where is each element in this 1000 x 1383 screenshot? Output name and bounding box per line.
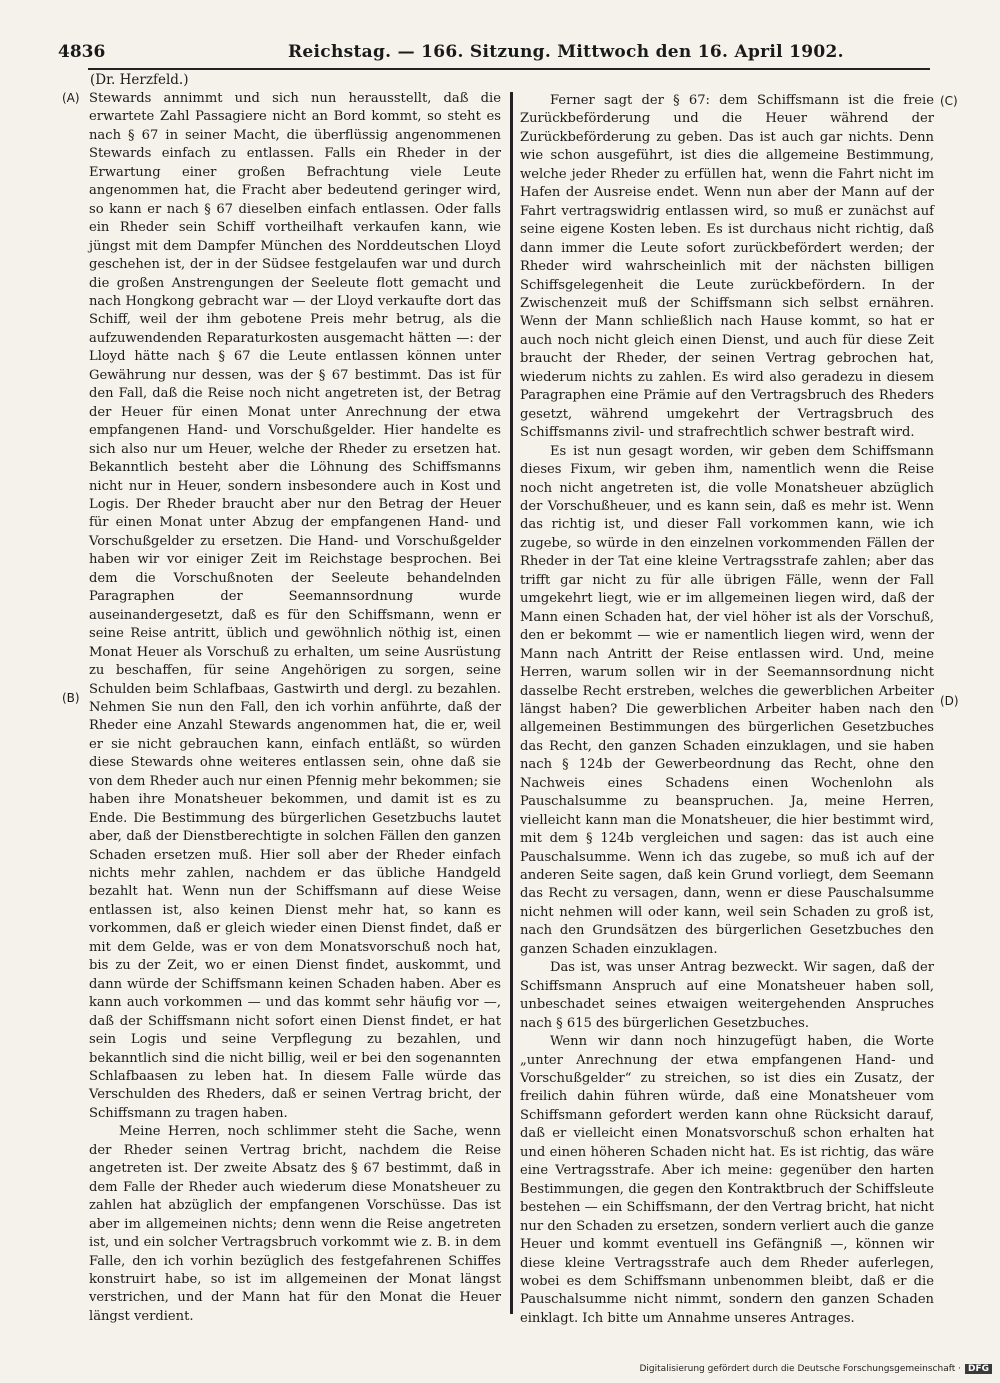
paragraph: Es ist nun gesagt worden, wir geben dem Schiffsmann dieses Fixum, wir geben ihm, namentlich wenn die Reise noch nicht angetreten ist, die volle Monatsheuer abzüglich der Vorschußheuer, und es kann sein, daß es mehr ist. Wenn das richtig ist, und dieser Fall vorkommen kann, wie ich zugebe, so würde in den einzelnen vorkommenden Fällen der Rheder in der Tat eine kleine Vertragsstrafe zahlen; aber das trifft gar nicht zu für alle übrigen Fälle, wenn der Fall umgekehrt liegt, wie er im allgemeinen liegen wird, daß der Mann einen Schaden hat, der viel höher ist als der Vorschuß, den er bekommt — wie er namentlich liegen wird, wenn der Mann nach Antritt der Reise entlassen wird. Und, meine Herren, warum sollen wir in der Seemannsordnung nicht dasselbe Recht erstreben, welches die gewerblichen Arbeiter längst haben? Die gewerblichen Arbeiter haben nach den allgemeinen Bestimmungen des bürgerlichen Gesetzbuches das Recht, den ganzen Schaden einzuklagen, und sie haben nach § 124b der Gewerbeordnung das Recht, ohne den Nachweis eines Schadens einen Wochenlohn als Pauschalsumme zu beanspruchen. Ja, meine Herren, vielleicht kann man die Monatsheuer, die hier bestimmt wird, mit dem § 124b vergleichen und sagen: das ist auch eine Pauschalsumme. Wenn ich das zugebe, so muß ich auf der anderen Seite sagen, daß kein Grund vorliegt, dem Seemann das Recht zu versagen, dann, wenn er diese Pauschalsumme nicht nehmen will oder kann, weil sein Schaden zu groß ist, nach den Grundsätzen des bürgerlichen Gesetzbuches den ganzen Schaden einzuklagen. [520, 443, 934, 957]
paragraph: Meine Herren, noch schlimmer steht die Sache, wenn der Rheder seinen Vertrag bricht, nachdem die Reise angetreten ist. Der zweite Absatz des § 67 bestimmt, daß in dem Falle der Rheder auch wiederum diese Monatsheuer zu zahlen hat abzüglich der empfangenen Vorschüsse. Das ist aber im allgemeinen nichts; denn wenn die Reise angetreten ist, und ein solcher Vertragsbruch vorkommt wie z. B. in dem Falle, den ich vorhin bezüglich des festgefahrenen Schiffes konstruirt habe, so ist im allgemeinen der Monat längst verstrichen, und der Mann hat für den Monat die Heuer längst verdient. [89, 1124, 501, 1324]
page-header [58, 42, 958, 68]
dfg-logo: DFG [965, 1364, 992, 1374]
speaker-label: (Dr. Herzfeld.) [90, 72, 189, 88]
margin-marker-d: (D) [940, 694, 959, 708]
column-divider [510, 92, 513, 1314]
right-column [520, 92, 934, 1328]
digitization-credit [600, 1364, 992, 1380]
page-number: 4836 [58, 42, 106, 62]
left-column [89, 90, 501, 1326]
margin-marker-b: (B) [62, 691, 80, 705]
paragraph: Das ist, was unser Antrag bezweckt. Wir sagen, daß der Schiffsmann Anspruch auf eine Monatsheuer haben soll, unbeschadet seines etwaigen weitergehenden Anspruches nach § 615 des bürgerlichen Gesetzbuches. [520, 960, 934, 1031]
credit-text: Digitalisierung gefördert durch die Deutsche Forschungsgemeinschaft · [639, 1364, 961, 1374]
paragraph: Ferner sagt der § 67: dem Schiffsmann ist die freie Zurückbeförderung und die Heuer während der Zurückbeförderung zu geben. Das ist auch gar nichts. Denn wie schon ausgeführt, ist dies die allgemeine Bestimmung, welche jeder Rheder zu erfüllen hat, wenn die Fahrt nicht im Hafen der Ausreise endet. Wenn nun aber der Mann auf der Fahrt vertragswidrig entlassen wird, so muß er zunächst auf seine eigene Kosten leben. Es ist durchaus nicht richtig, daß dann immer die Leute sofort zurückbefördert werden; der Rheder wird wahrscheinlich mit der nächsten billigen Schiffsgelegenheit die Leute zurückbefördern. In der Zwischenzeit muß der Schiffsmann sich selbst ernähren. Wenn der Mann schließlich nach Hause kommt, so hat er auch noch nicht gleich einen Dienst, und auch für diese Zeit braucht der Rheder, der seinen Vertrag gebrochen hat, wiederum nichts zu zahlen. Es wird also geradezu in diesem Paragraphen eine Prämie auf den Vertragsbruch des Rheders gesetzt, während umgekehrt der Vertragsbruch des Schiffsmanns zivil- und strafrechtlich schwer bestraft wird. [520, 93, 934, 441]
paragraph: Stewards annimmt und sich nun herausstellt, daß die erwartete Zahl Passagiere nicht an Bord kommt, so steht es nach § 67 in seiner Macht, die überflüssig angenommenen Stewards einfach zu entlassen. Falls ein Rheder in der Erwartung einer großen Befrachtung viele Leute angenommen hat, die Fracht aber bedeutend geringer wird, so kann er nach § 67 dieselben einfach entlassen. Oder falls ein Rheder sein Schiff vortheilhaft verkaufen kann, wie jüngst mit dem Dampfer München des Norddeutschen Lloyd geschehen ist, der in der Südsee festgelaufen war und durch die großen Anstrengungen der Seeleute flott gemacht und nach Hongkong gebracht war — der Lloyd verkaufte dort das Schiff, weil der ihm gebotene Preis mehr betrug, als die aufzuwendenden Reparaturkosten ausgemacht hätten —: der Lloyd hätte nach § 67 die Leute entlassen können unter Gewährung nur dessen, was der § 67 bestimmt. Das ist für den Fall, daß die Reise noch nicht angetreten ist, der Betrag der Heuer für einen Monat unter Anrechnung der etwa empfangenen Hand- und Vorschußgelder. Hier handelte es sich also nur um Heuer, welche der Rheder zu ersetzen hat. Bekanntlich besteht aber die Löhnung des Schiffsmanns nicht nur in Heuer, sondern insbesondere auch in Kost und Logis. Der Rheder braucht aber nur den Betrag der Heuer für einen Monat unter Abzug der empfangenen Hand- und Vorschußgelder zu ersetzen. Die Hand- und Vorschußgelder haben wir vor einiger Zeit im Reichstage besprochen. Bei dem die Vorschußnoten der Seeleute behandelnden Paragraphen der Seemannsordnung wurde auseinandergesetzt, daß es für den Schiffsmann, wenn er seine Reise antritt, üblich und gewöhnlich nöthig ist, einen Monat Heuer als Vorschuß zu erhalten, um seine Ausrüstung zu beschaffen, für seine Angehörigen zu sorgen, seine Schulden beim Schlafbaas, Gastwirth und dergl. zu bezahlen. Nehmen Sie nun den Fall, den ich vorhin anführte, daß der Rheder eine Anzahl Stewards angenommen hat, die er, weil er sie nicht gebrauchen kann, einfach entläßt, so würden diese Stewards ohne weiteres entlassen sein, ohne daß sie von dem Rheder auch nur einen Pfennig mehr bekommen; sie haben ihre Monatsheuer bekommen, und damit ist es zu Ende. Die Bestimmung des bürgerlichen Gesetzbuchs lautet aber, daß der Dienstberechtigte in solchen Fällen den ganzen Schaden ersetzen muß. Hier soll aber der Rheder einfach nichts mehr zahlen, nachdem er das übliche Handgeld bezahlt hat. Wenn nun der Schiffsmann auf diese Weise entlassen ist, also keinen Dienst mehr hat, so kann es vorkommen, daß er gleich wieder einen Dienst findet, daß er mit dem Gelde, was er von dem Monatsvorschuß noch hat, bis zu der Zeit, wo er einen Dienst findet, auskommt, und dann würde der Schiffsmann keinen Schaden haben. Aber es kann auch vorkommen — und das kommt sehr häufig vor —, daß der Schiffsmann nicht sofort einen Dienst findet, er hat sein Logis und seine Verpflegung zu bezahlen, und bekanntlich sind die nicht billig, weil er bei den sogenannten Schlafbaasen zu leben hat. In diesem Falle würde das Verschulden des Rheders, daß er seinen Vertrag bricht, der Schiffsmann zu tragen haben. [89, 91, 501, 1121]
header-rule [88, 68, 930, 70]
paragraph: Wenn wir dann noch hinzugefügt haben, die Worte „unter Anrechnung der etwa empfangenen Hand- und Vorschußgelder“ zu streichen, so ist dies ein Zusatz, der freilich dahin führen würde, daß eine Monatsheuer vom Schiffsmann gefordert werden kann ohne Rücksicht darauf, daß er vielleicht einen Monatsvorschuß schon erhalten hat und einen höheren Schaden nicht hat. Es ist richtig, das wäre eine Vertragsstrafe. Aber ich meine: gegenüber den harten Bestimmungen, die gegen den Kontraktbruch der Schiffsleute bestehen — ein Schiffsmann, der den Vertrag bricht, hat nicht nur den Schaden zu ersetzen, sondern verliert auch die ganze Heuer und kommt eventuell ins Gefängniß —, können wir diese kleine Vertragsstrafe auch dem Rheder auferlegen, wobei es dem Schiffsmann unbenommen bleibt, daß er die Pauschalsumme nicht nimmt, sondern den ganzen Schaden einklagt. Ich bitte um Annahme unseres Antrages. [520, 1034, 934, 1326]
running-head: Reichstag. — 166. Sitzung. Mittwoch den 16. April 1902. [288, 42, 844, 62]
margin-marker-a: (A) [62, 91, 80, 105]
margin-marker-c: (C) [940, 94, 958, 108]
